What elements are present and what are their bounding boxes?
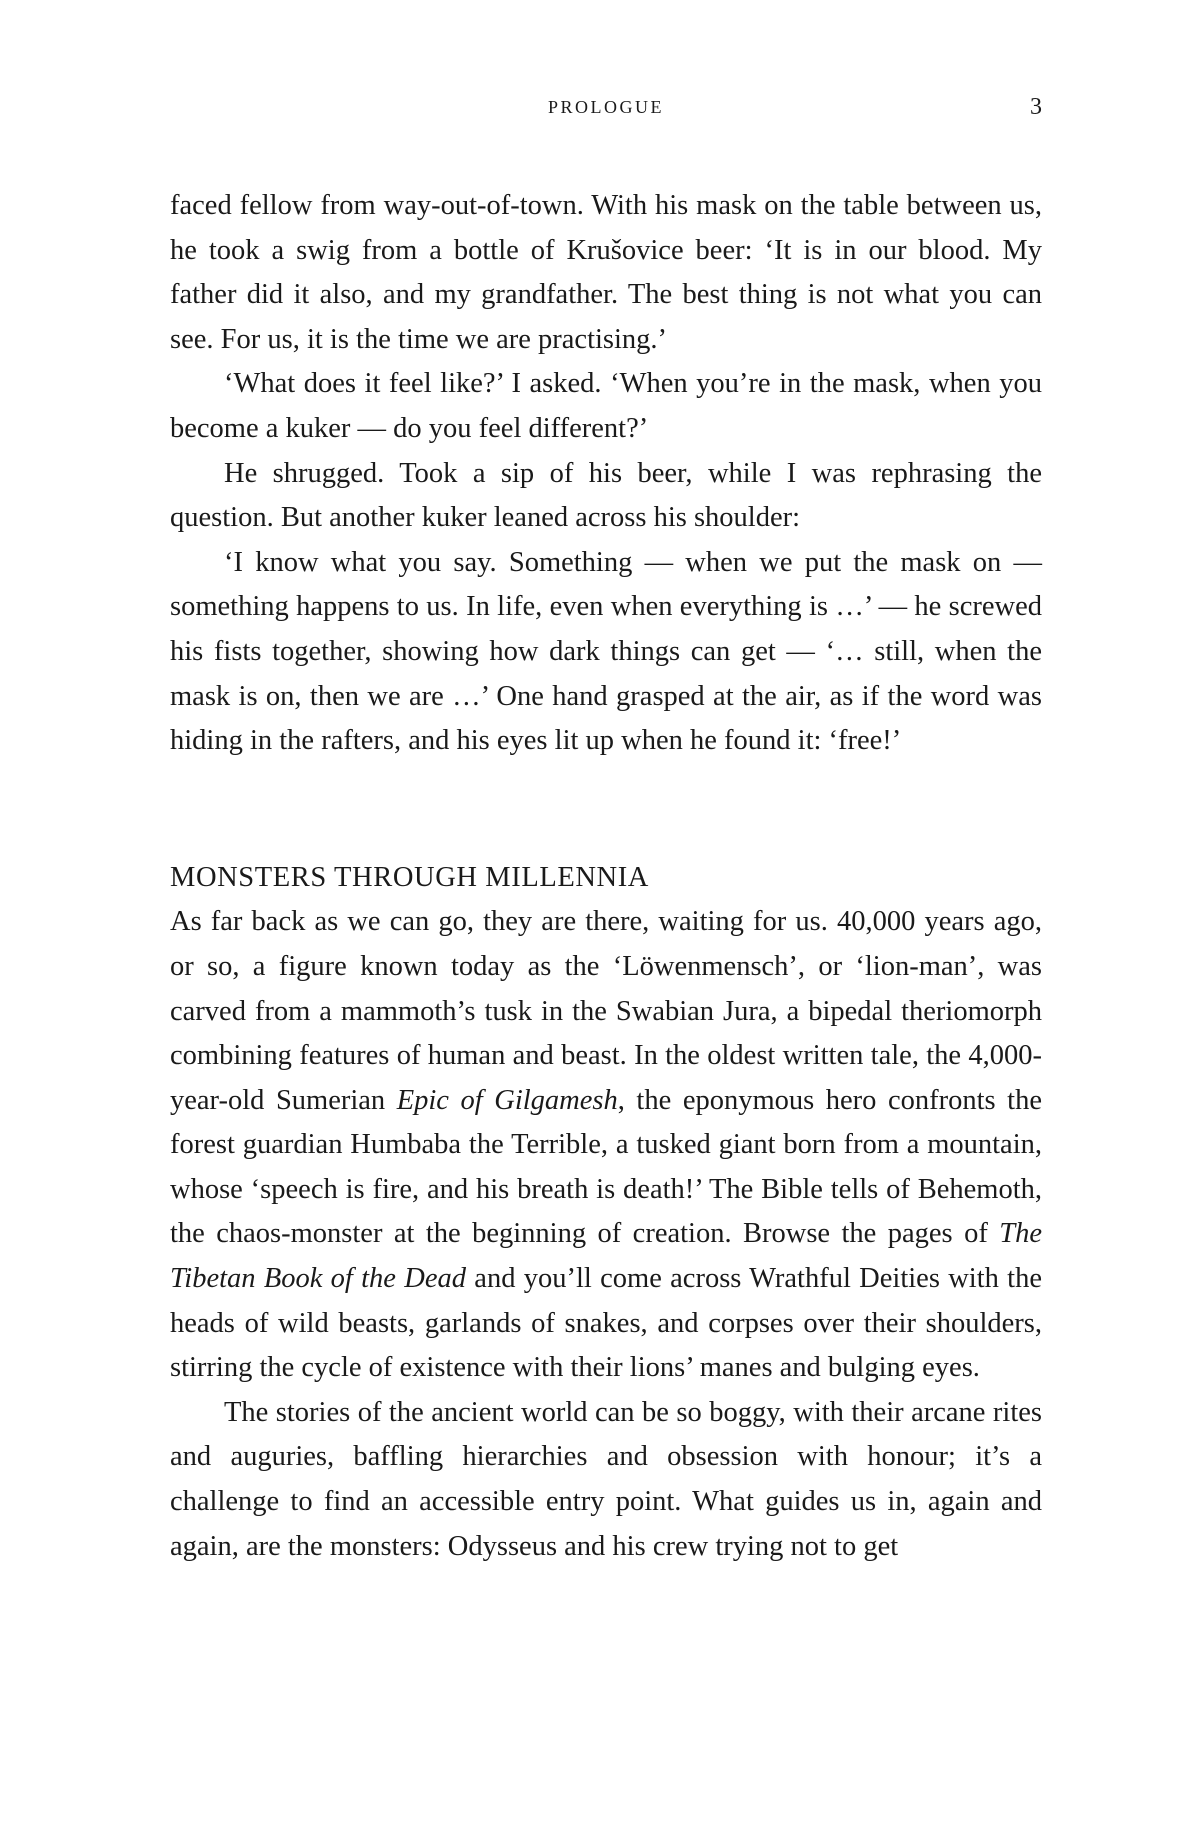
running-head-title: PROLOGUE (547, 97, 664, 117)
text-run: and you’ll come across Wrathful Deities with the heads of wild beasts, garlands of snakes, and corpses over their shoulders, stirring the cycle of existence with their lions’ manes and bulging eyes. (170, 1263, 1042, 1384)
section-paragraph: The stories of the ancient world can be so boggy, with their arcane rites and auguries, baffling hierarchies and obsession with honour; it’s a challenge to find an accessible entry point. What guides us in, again and again, are the monsters: Odysseus and his crew trying not to get (170, 1396, 1042, 1562)
section-heading: MONSTERS THROUGH MILLENNIA (170, 861, 649, 893)
text-run: As far back as we can go, they are there, waiting for us. 40,000 years ago, or so, a figure known today as the ‘Löwenmensch’, or ‘lion-man’, was carved from a mammoth’s tusk in the Swabian Jura, a bipedal theriomorph combining features of human and beast. In the oldest written tale, the 4,000-year-old Sumerian (170, 906, 1042, 1116)
paragraph: ‘What does it feel like?’ I asked. ‘When you’re in the mask, when you become a kuker — do you feel different?’ (170, 368, 1042, 444)
running-head (170, 92, 1042, 122)
body-text (170, 184, 1042, 1569)
paragraph: ‘I know what you say. Something — when we put the mask on — something happens to us. In life, even when everything is …’ — he screwed his fists together, showing how dark things can get — ‘… still, when the mask is on, then we are …’ One hand grasped at the air, as if the word was hiding in the rafters, and his eyes lit up when he found it: ‘free!’ (170, 546, 1042, 757)
book-title-italic: Epic of Gilgamesh (396, 1084, 618, 1116)
text-run: , the eponymous hero confronts the forest guardian Humbaba the Terrible, a tusked giant born from a mountain, whose ‘speech is fire, and his breath is death!’ The Bible tells of Behemoth, the chaos-monster at the beginning of creation. Browse the pages of (170, 1084, 1043, 1250)
page-number: 3 (1030, 94, 1042, 120)
section-paragraph (170, 900, 1042, 1391)
book-title-italic: The Tibetan Book of the Dead (170, 1218, 1042, 1295)
paragraph: faced fellow from way-out-of-town. With his mask on the table between us, he took a swig from a bottle of Krušovice beer: ‘It is in our blood. My father did it also, and my grandfather. The best thing is not what you can see. For us, it is the time we are practising.’ (170, 190, 1042, 355)
paragraph: He shrugged. Took a sip of his beer, while I was rephrasing the question. But another kuker leaned across his shoulder: (170, 457, 1042, 534)
